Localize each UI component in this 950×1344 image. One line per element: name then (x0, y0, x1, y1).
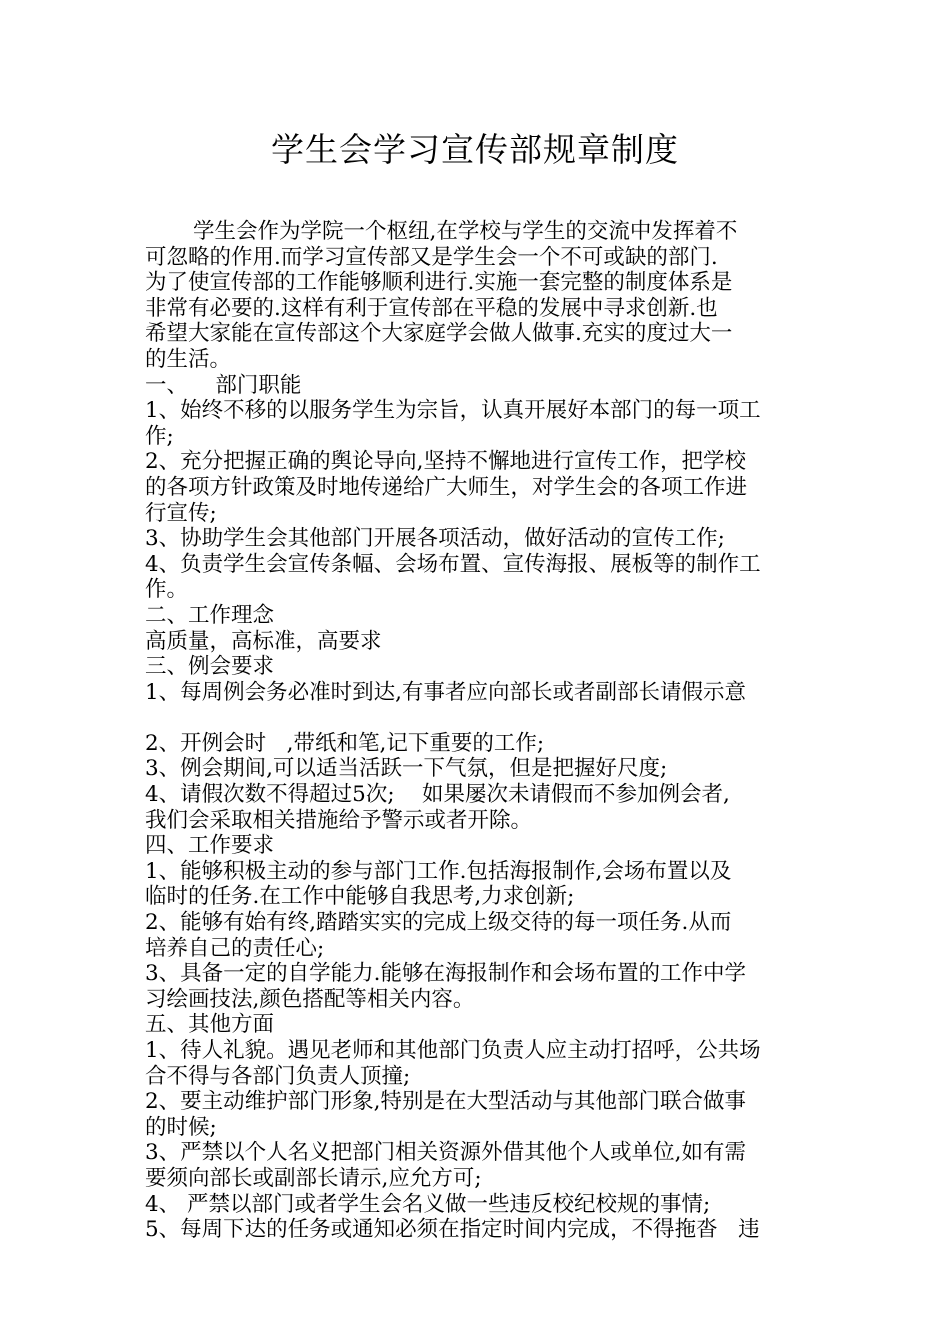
text-line: 习绘画技法,颜色搭配等相关内容。 (145, 986, 475, 1012)
intro-paragraph (145, 219, 807, 373)
section-heading: 二、工作理念 (145, 602, 275, 628)
section-work-requirements (145, 833, 807, 1012)
document-body (145, 219, 807, 1243)
text-line: 作。 (145, 577, 189, 603)
section-department-functions (145, 373, 807, 603)
blank-line (145, 705, 807, 731)
text-line: 行宣传; (145, 500, 217, 526)
text-line: 我们会采取相关措施给予警示或者开除。 (145, 807, 533, 833)
text-line: 作; (145, 423, 174, 449)
text-line: 临时的任务.在工作中能够自我思考,力求创新; (145, 884, 575, 910)
intro-line: 希望大家能在宣传部这个大家庭学会做人做事.充实的度过大一 (145, 321, 733, 347)
section-heading: 一、 部门职能 (145, 372, 302, 398)
section-other-aspects (145, 1012, 807, 1242)
text-line: 1、能够积极主动的参与部门工作.包括海报制作,会场布置以及 (145, 858, 732, 884)
text-line: 1、始终不移的以服务学生为宗旨，认真开展好本部门的每一项工 (145, 398, 761, 424)
text-line: 1、待人礼貌。遇见老师和其他部门负责人应主动打招呼，公共场 (145, 1038, 761, 1063)
text-line: 2、要主动维护部门形象,特别是在大型活动与其他部门联合做事 (145, 1089, 747, 1115)
text-line: 4、请假次数不得超过5次; 如果屡次未请假而不参加例会者, (145, 782, 730, 808)
intro-line: 非常有必要的.这样有利于宣传部在平稳的发展中寻求创新.也 (145, 295, 718, 321)
text-line: 4、 严禁以部门或者学生会名义做一些违反校纪校规的事情; (145, 1191, 711, 1217)
text-line: 合不得与各部门负责人顶撞; (145, 1063, 411, 1089)
intro-line: 学生会作为学院一个枢纽,在学校与学生的交流中发挥着不 (193, 219, 738, 244)
text-line: 要须向部长或副部长请示,应允方可; (145, 1165, 482, 1191)
text-line: 3、例会期间,可以适当活跃一下气氛，但是把握好尺度; (145, 756, 668, 782)
section-meeting-requirements (145, 654, 807, 833)
intro-line: 的生活。 (145, 346, 232, 372)
text-line: 培养自己的责任心; (145, 935, 325, 961)
text-line: 的时候; (145, 1114, 217, 1140)
section-heading: 三、例会要求 (145, 654, 275, 680)
section-heading: 四、工作要求 (145, 833, 275, 859)
text-line: 3、具备一定的自学能力.能够在海报制作和会场布置的工作中学 (145, 961, 747, 987)
intro-line: 为了使宣传部的工作能够顺利进行.实施一套完整的制度体系是 (145, 270, 733, 296)
text-line: 3、严禁以个人名义把部门相关资源外借其他个人或单位,如有需 (145, 1140, 747, 1166)
text-line: 2、能够有始有终,踏踏实实的完成上级交待的每一项任务.从而 (145, 910, 732, 936)
text-line: 高质量，高标准，高要求 (145, 628, 382, 654)
text-line: 4、负责学生会宣传条幅、会场布置、宣传海报、展板等的制作工 (145, 551, 761, 577)
text-line: 2、充分把握正确的舆论导向,坚持不懈地进行宣传工作，把学校 (145, 449, 747, 475)
document-title: 学生会学习宣传部规章制度 (271, 130, 679, 169)
text-line: 3、协助学生会其他部门开展各项活动，做好活动的宣传工作; (145, 526, 725, 552)
text-line: 2、开例会时 ,带纸和笔,记下重要的工作; (145, 730, 545, 756)
text-line: 的各项方针政策及时地传递给广大师生，对学生会的各项工作进 (145, 474, 748, 500)
section-heading: 五、其他方面 (145, 1012, 275, 1038)
text-line: 1、每周例会务必准时到达,有事者应向部长或者副部长请假示意 (145, 679, 747, 705)
intro-line: 可忽略的作用.而学习宣传部又是学生会一个不可或缺的部门. (145, 244, 718, 270)
text-line: 5、每周下达的任务或通知必须在指定时间内完成，不得拖沓 违 (145, 1217, 760, 1243)
section-work-philosophy (145, 603, 807, 654)
